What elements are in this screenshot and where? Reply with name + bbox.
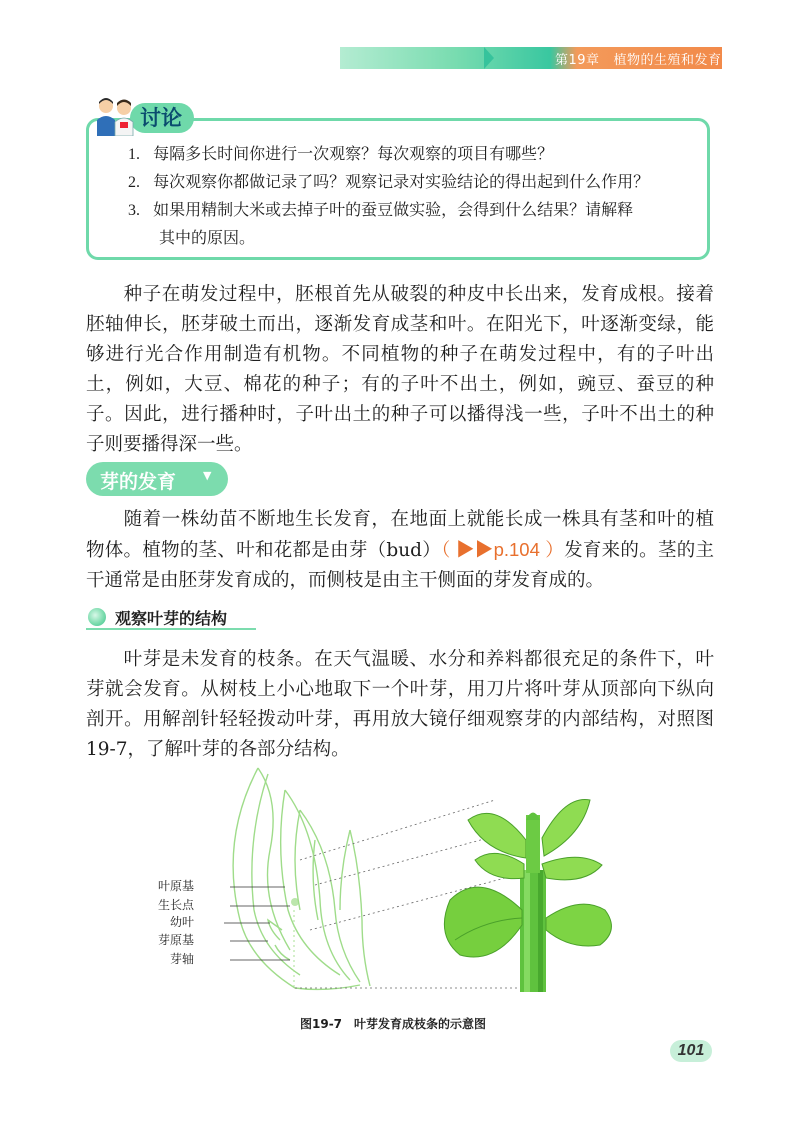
section-arrow-icon: ▼ [203, 469, 212, 482]
item-text: 每次观察你都做记录了吗？观察记录对实验结论的得出起到什么作用？ [153, 172, 650, 191]
figure-caption: 图19-7 叶芽发育成枝条的示意图 [300, 1017, 487, 1031]
item-text-continued: 其中的原因。 [159, 228, 256, 247]
item-number: 3. [128, 202, 140, 219]
label-bud-primordium: 芽原基 [158, 933, 195, 947]
label-bud-axis: 芽轴 [170, 952, 195, 966]
label-leaf-primordium: 叶原基 [158, 879, 195, 893]
paragraph-leaf-bud [86, 645, 714, 765]
discussion-item [128, 140, 698, 168]
paragraph-text: 随着一株幼苗不断地生长发育，在地面上就能长成一株具有茎和叶的植物体。植物的茎、叶和花都是由芽（bud） [86, 509, 714, 561]
subsection-title: 观察叶芽的结构 [115, 609, 228, 628]
chapter-header-arrow [484, 47, 494, 69]
label-growing-point: 生长点 [158, 898, 195, 912]
section-title: 芽的发育 [100, 471, 177, 493]
chapter-header-text [555, 49, 721, 68]
subsection-underline [86, 628, 256, 630]
page-number: 101 [670, 1040, 712, 1062]
paragraph-text: 种子在萌发过程中，胚根首先从破裂的种皮中长出来，发育成根。接着胚轴伸长，胚芽破土而出，逐渐发育成茎和叶。在阳光下，叶逐渐变绿，能够进行光合作用制造有机物。不同植物的种子在萌发过程中，有的子叶出土，例如，大豆、棉花的种子；有的子叶不出土，例如，豌豆、蚕豆的种子。因此，进行播种时，子叶出土的种子可以播得浅一些，子叶不出土的种子则要播得深一些。 [86, 284, 714, 455]
chapter-title: 植物的生殖和发育 [613, 53, 722, 68]
discussion-list [128, 140, 698, 251]
branch-drawing [444, 799, 611, 992]
item-text: 每隔多长时间你进行一次观察？每次观察的项目有哪些？ [153, 144, 554, 163]
discussion-item [128, 168, 698, 196]
figure-19-7 [150, 760, 750, 1010]
page-reference-link[interactable]: （ ▶▶p.104 ） [441, 539, 565, 560]
chapter-number: 第19章 [555, 53, 600, 68]
item-text: 如果用精制大米或去掉子叶的蚕豆做实验，会得到什么结果？请解释 [153, 200, 634, 219]
item-number: 2. [128, 174, 140, 191]
students-icon [94, 96, 136, 136]
discussion-label: 讨论 [130, 103, 194, 133]
paragraph-germination [86, 280, 714, 460]
subsection-bullet-icon [88, 608, 106, 626]
paragraph-bud [86, 505, 714, 596]
discussion-item [128, 196, 698, 251]
item-number: 1. [128, 146, 140, 163]
bud-to-branch-illustration [150, 760, 750, 1010]
label-young-leaf: 幼叶 [170, 915, 195, 929]
leaf-bud-section [233, 768, 370, 989]
paragraph-text: 叶芽是未发育的枝条。在天气温暖、水分和养料都很充足的条件下，叶芽就会发育。从树枝上小心地取下一个叶芽，用刀片将叶芽从顶部向下纵向剖开。用解剖针轻轻拨动叶芽，再用放大镜仔细观察芽的内部结构，对照图19-7，了解叶芽的各部分结构。 [86, 649, 714, 760]
paragraph-text: 发育来的。茎的主干通常是由胚芽发育成的，而侧枝是由主干侧面的芽发育成的。 [86, 540, 714, 591]
